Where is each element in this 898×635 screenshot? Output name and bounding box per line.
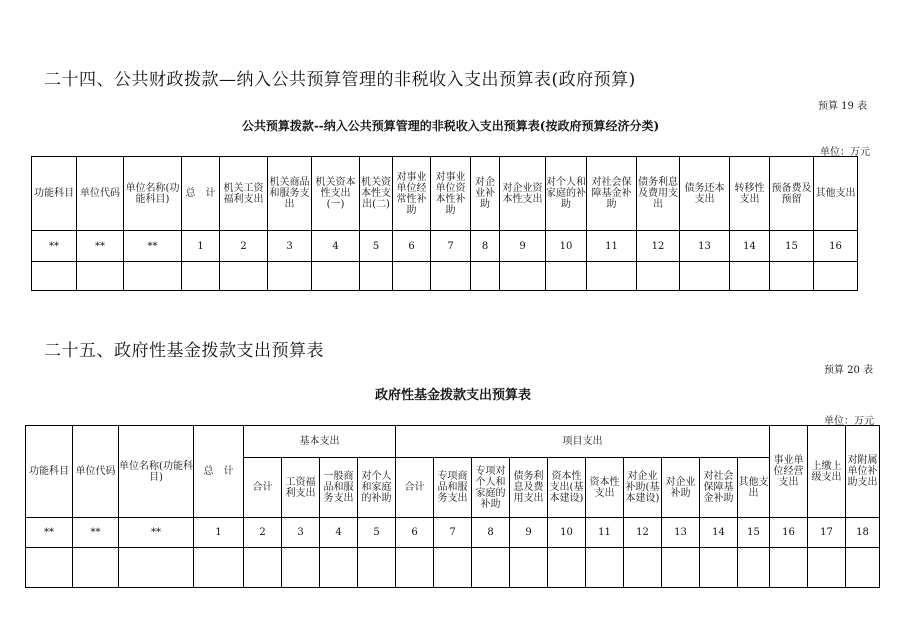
table2-data-cell: 6: [396, 518, 434, 548]
table2-subheader-cell: 合计: [244, 458, 282, 518]
table1-empty-cell: [360, 262, 393, 291]
table2-data-cell: 14: [700, 518, 738, 548]
table2-empty-cell: [738, 548, 770, 588]
table2-data-cell: 2: [244, 518, 282, 548]
table2-header-cell: 上缴上级支出: [808, 426, 846, 518]
table2-subheader-cell: 合计: [396, 458, 434, 518]
table1-data-cell: 1: [182, 231, 220, 262]
table1-header-cell: 机关工资福利支出: [220, 157, 268, 231]
table1-header-cell: 对个人和家庭的补助: [546, 157, 587, 231]
table1-data-cell: 2: [220, 231, 268, 262]
table1-empty-cell: [431, 262, 471, 291]
table2-data-cell: 8: [472, 518, 510, 548]
table1-empty-cell: [124, 262, 182, 291]
table2-subheader-cell: 工资福利支出: [282, 458, 320, 518]
table2-header-cell: 事业单位经营支出: [770, 426, 808, 518]
table2-data-cell: 1: [194, 518, 244, 548]
table2-subheader-cell: 对企业补助(基本建设): [624, 458, 662, 518]
table1-header-cell: 机关资本性支出(二): [360, 157, 393, 231]
table1-data-cell: 3: [268, 231, 312, 262]
table2-data-cell: 13: [662, 518, 700, 548]
table2-empty-cell: [548, 548, 586, 588]
table2-header-cell: 单位代码: [73, 426, 119, 518]
table1-data-cell: 5: [360, 231, 393, 262]
table1-header-cell: 单位名称(功能科目): [124, 157, 182, 231]
table2-empty-cell: [662, 548, 700, 588]
table2-header-cell: 功能科目: [26, 426, 73, 518]
table1-empty-cell: [546, 262, 587, 291]
table2-subheader-cell: 债务利息及费用支出: [510, 458, 548, 518]
section1-ref: 预算 19 表: [818, 101, 868, 112]
table1-empty-cell: [814, 262, 858, 291]
table1-header-cell: 债务利息及费用支出: [637, 157, 680, 231]
table1-empty-cell: [312, 262, 360, 291]
table2-data-cell: 7: [434, 518, 472, 548]
table1-empty-cell: [220, 262, 268, 291]
table2-subheader-cell: 专项对个人和家庭的补助: [472, 458, 510, 518]
table1-empty-cell: [471, 262, 500, 291]
section1-table-title: 公共预算拨款--纳入公共预算管理的非税收入支出预算表(按政府预算经济分类): [241, 119, 660, 133]
table2-empty-cell: [586, 548, 624, 588]
table1-empty-cell: [680, 262, 730, 291]
table1-data-cell: 6: [393, 231, 431, 262]
table1-empty-cell: [730, 262, 770, 291]
table1-empty-cell: [77, 262, 124, 291]
table1-data-cell: 16: [814, 231, 858, 262]
table2-empty-cell: [770, 548, 808, 588]
table2-data-cell: **: [26, 518, 73, 548]
table1-data-cell: 7: [431, 231, 471, 262]
table1-data-cell: 13: [680, 231, 730, 262]
table2-data-cell: 18: [846, 518, 880, 548]
table2-subheader-cell: 对企业补助: [662, 458, 700, 518]
table2-subheader-cell: 其他支出: [738, 458, 770, 518]
table1-empty-cell: [500, 262, 546, 291]
table2-empty-cell: [73, 548, 119, 588]
table2-empty-cell: [244, 548, 282, 588]
table2-header-cell: 对附属单位补助支出: [846, 426, 880, 518]
table1-data-cell: 14: [730, 231, 770, 262]
table1-data-cell: 12: [637, 231, 680, 262]
table2-subheader-cell: 对社会保障基金补助: [700, 458, 738, 518]
table2-data-cell: 5: [358, 518, 396, 548]
table2-data-cell: 17: [808, 518, 846, 548]
table2-data-cell: 12: [624, 518, 662, 548]
table2-data-cell: **: [73, 518, 119, 548]
table1-header-cell: 对事业单位资本性补助: [431, 157, 471, 231]
table2-empty-cell: [320, 548, 358, 588]
table2-empty-cell: [282, 548, 320, 588]
table2-empty-cell: [808, 548, 846, 588]
table1-data-cell: 11: [587, 231, 637, 262]
table1-empty-cell: [637, 262, 680, 291]
table1-data-cell: 8: [471, 231, 500, 262]
table1-data-cell: 9: [500, 231, 546, 262]
table2-data-cell: 9: [510, 518, 548, 548]
table2-empty-cell: [194, 548, 244, 588]
table-1: [31, 156, 858, 291]
table1-header-cell: 机关商品和服务支出: [268, 157, 312, 231]
table1-header-cell: 总 计: [182, 157, 220, 231]
table1-header-cell: 单位代码: [77, 157, 124, 231]
table1-empty-cell: [182, 262, 220, 291]
table2-empty-cell: [119, 548, 194, 588]
section2-unit: 单位：万元: [824, 416, 874, 427]
table2-subheader-cell: 资本性支出(基本建设): [548, 458, 586, 518]
table2-data-cell: 16: [770, 518, 808, 548]
table1-empty-cell: [393, 262, 431, 291]
table1-header-cell: 其他支出: [814, 157, 858, 231]
table1-header-cell: 转移性支出: [730, 157, 770, 231]
table1-header-cell: 债务还本支出: [680, 157, 730, 231]
table1-data-cell: 15: [770, 231, 814, 262]
section1-title: 二十四、公共财政拨款—纳入公共预算管理的非税收入支出预算表(政府预算): [44, 70, 636, 90]
table2-data-cell: 4: [320, 518, 358, 548]
table2-subheader-cell: 专项商品和服务支出: [434, 458, 472, 518]
table1-empty-cell: [587, 262, 637, 291]
table2-group-project: 项目支出: [396, 426, 770, 458]
table2-empty-cell: [624, 548, 662, 588]
table2-empty-cell: [472, 548, 510, 588]
table2-data-cell: 11: [586, 518, 624, 548]
table1-data-cell: **: [124, 231, 182, 262]
table2-group-basic: 基本支出: [244, 426, 396, 458]
table2-data-cell: 10: [548, 518, 586, 548]
table2-data-cell: 15: [738, 518, 770, 548]
table2-data-cell: 3: [282, 518, 320, 548]
table2-empty-cell: [434, 548, 472, 588]
table1-header-cell: 对社会保障基金补助: [587, 157, 637, 231]
table1-data-cell: 4: [312, 231, 360, 262]
table2-header-cell: 总 计: [194, 426, 244, 518]
table1-data-cell: **: [32, 231, 77, 262]
table2-empty-cell: [396, 548, 434, 588]
section2-title: 二十五、政府性基金拨款支出预算表: [44, 341, 324, 361]
table2-empty-cell: [846, 548, 880, 588]
table2-subheader-cell: 一般商品和服务支出: [320, 458, 358, 518]
table1-header-cell: 功能科目: [32, 157, 77, 231]
table-2: [25, 425, 880, 588]
section2-ref: 预算 20 表: [824, 365, 874, 376]
table2-subheader-cell: 资本性支出: [586, 458, 624, 518]
table2-empty-cell: [26, 548, 73, 588]
table1-empty-cell: [268, 262, 312, 291]
table2-header-cell: 单位名称(功能科目): [119, 426, 194, 518]
table1-header-cell: 对企业资本性支出: [500, 157, 546, 231]
section1-unit: 单位：万元: [820, 147, 870, 158]
table1-data-cell: **: [77, 231, 124, 262]
table1-header-cell: 机关资本性支出(一): [312, 157, 360, 231]
table1-header-cell: 预备费及预留: [770, 157, 814, 231]
table1-header-cell: 对事业单位经常性补助: [393, 157, 431, 231]
table1-header-cell: 对企业补助: [471, 157, 500, 231]
table2-empty-cell: [358, 548, 396, 588]
section2-table-title: 政府性基金拨款支出预算表: [374, 388, 531, 403]
table2-empty-cell: [700, 548, 738, 588]
table1-empty-cell: [32, 262, 77, 291]
table2-subheader-cell: 对个人和家庭的补助: [358, 458, 396, 518]
table2-data-cell: **: [119, 518, 194, 548]
table2-empty-cell: [510, 548, 548, 588]
table1-empty-cell: [770, 262, 814, 291]
table1-data-cell: 10: [546, 231, 587, 262]
